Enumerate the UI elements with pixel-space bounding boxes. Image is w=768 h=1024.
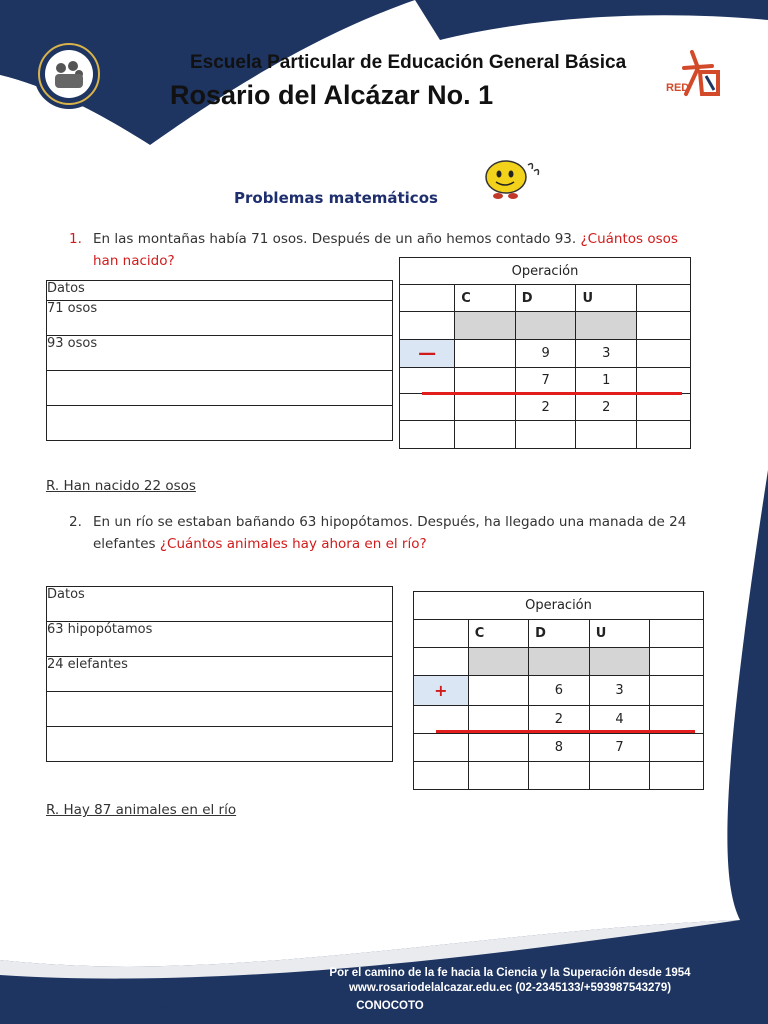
operation-sign: — [400, 340, 455, 368]
op-cell: 3 [576, 340, 637, 368]
datos-row [47, 406, 393, 441]
op-col-c: C [455, 285, 516, 312]
problem-2-answer: R. Hay 87 animales en el río [46, 802, 237, 818]
problem-1-number: 1. [69, 231, 82, 247]
op-col-blank [400, 285, 455, 312]
problem-2-operation-table [413, 591, 704, 790]
op-cell [468, 676, 528, 706]
school-type: Escuela Particular de Educación General Básica [190, 52, 627, 73]
smiley-character-icon [482, 157, 544, 201]
brand-text: RED [666, 82, 690, 94]
problem-1-question-cont: han nacido? [93, 253, 175, 269]
op-cell: 2 [529, 706, 590, 734]
datos-row [47, 727, 393, 762]
school-name: Rosario del Alcázar No. 1 [170, 80, 494, 110]
op-cell: 9 [515, 340, 576, 368]
op-result [468, 734, 528, 762]
op-col-d: D [529, 620, 590, 648]
op-result: 2 [576, 394, 637, 421]
sum-line [422, 392, 682, 395]
page-title: Problemas matemáticos [234, 189, 438, 207]
op-col-blank [650, 620, 704, 648]
op-col-u: U [589, 620, 650, 648]
footer-location: CONOCOTO [356, 1000, 424, 1012]
op-cell: 6 [529, 676, 590, 706]
datos-row [47, 692, 393, 727]
datos-header: Datos [47, 587, 393, 622]
op-cell: 7 [515, 368, 576, 394]
op-cell: 3 [589, 676, 650, 706]
operation-sign: + [414, 676, 469, 706]
problem-2-question: ¿Cuántos animales hay ahora en el río? [159, 536, 427, 552]
op-result [455, 394, 516, 421]
problem-2-text: En un río se estaban bañando 63 hipopótamos. Después, ha llegado una manada de 24 [93, 514, 687, 530]
problem-2-text-cont: elefantes ¿Cuántos animales hay ahora en el río? [93, 536, 427, 552]
problem-1-operation-table [399, 257, 691, 449]
problem-1-text [93, 228, 715, 250]
op-col-blank [414, 620, 469, 648]
datos-row [47, 371, 393, 406]
datos-header: Datos [47, 281, 393, 301]
datos-row: 93 osos [47, 336, 393, 371]
operation-header: Operación [414, 592, 704, 620]
problem-1-answer: R. Han nacido 22 osos [46, 478, 196, 494]
op-cell [455, 340, 516, 368]
op-result: 7 [589, 734, 650, 762]
datos-row: 63 hipopótamos [47, 622, 393, 657]
op-result: 2 [515, 394, 576, 421]
op-col-blank [637, 285, 691, 312]
problem-1-datos-table [46, 280, 393, 441]
school-seal-logo [33, 38, 105, 110]
footer-motto: Por el camino de la fe hacia la Ciencia y la Superación desde 1954 [329, 967, 691, 979]
op-col-d: D [515, 285, 576, 312]
op-result: 8 [529, 734, 590, 762]
op-cell: 4 [589, 706, 650, 734]
sum-line [436, 730, 695, 733]
op-col-u: U [576, 285, 637, 312]
op-cell [455, 368, 516, 394]
problem-1-statement: En las montañas había 71 osos. Después de un año hemos contado 93. [93, 231, 577, 247]
op-col-c: C [468, 620, 528, 648]
datos-row: 71 osos [47, 301, 393, 336]
problem-2-datos-table [46, 586, 393, 762]
datos-row: 24 elefantes [47, 657, 393, 692]
problem-1-question: ¿Cuántos osos [580, 231, 678, 247]
operation-header: Operación [400, 258, 691, 285]
footer-contact: www.rosariodelalcazar.edu.ec (02-2345133/+593987543279) [348, 982, 672, 994]
op-cell: 1 [576, 368, 637, 394]
problem-2-number: 2. [69, 514, 82, 530]
